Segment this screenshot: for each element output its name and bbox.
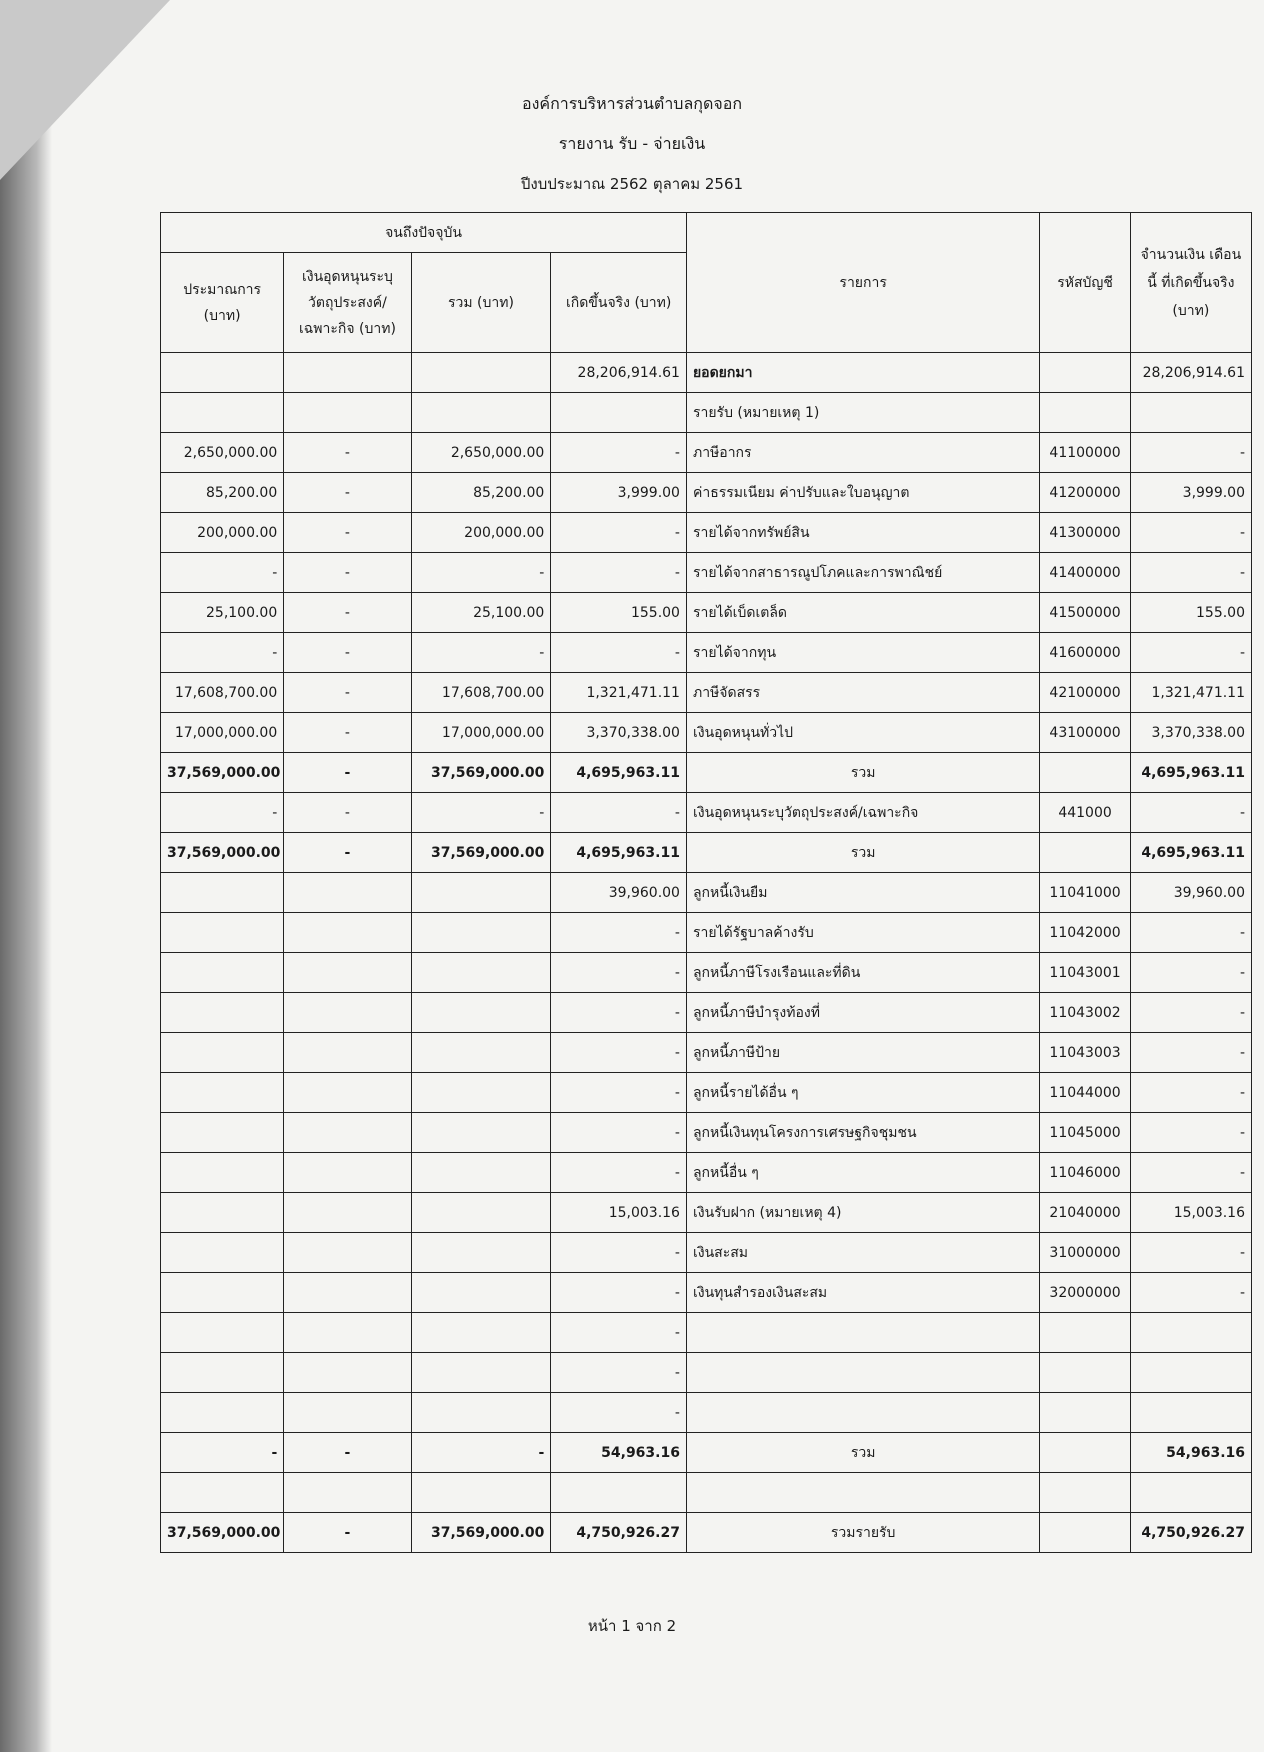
estimate-cell <box>161 1473 284 1513</box>
item-cell: ลูกหนี้เงินทุนโครงการเศรษฐกิจชุมชน <box>686 1113 1039 1153</box>
estimate-cell: 17,000,000.00 <box>161 713 284 753</box>
code-cell <box>1040 753 1130 793</box>
grant-cell <box>284 1353 411 1393</box>
total-cell: 37,569,000.00 <box>411 833 551 873</box>
code-cell: 41200000 <box>1040 473 1130 513</box>
total-row <box>161 1513 1252 1553</box>
item-cell: ภาษีอากร <box>686 433 1039 473</box>
actual-cell: - <box>551 1313 687 1353</box>
table-row <box>161 353 1252 393</box>
total-cell <box>411 353 551 393</box>
estimate-cell: 200,000.00 <box>161 513 284 553</box>
month-cell <box>1130 1393 1251 1433</box>
actual-cell <box>551 393 687 433</box>
month-cell: 39,960.00 <box>1130 873 1251 913</box>
item-cell: เงินอุดหนุนระบุวัตถุประสงค์/เฉพาะกิจ <box>686 793 1039 833</box>
header-item: รายการ <box>686 213 1039 353</box>
item-cell: ภาษีจัดสรร <box>686 673 1039 713</box>
month-cell: - <box>1130 1233 1251 1273</box>
table-row <box>161 953 1252 993</box>
total-cell: - <box>411 553 551 593</box>
actual-cell: - <box>551 993 687 1033</box>
estimate-cell: 37,569,000.00 <box>161 753 284 793</box>
total-cell: - <box>411 1433 551 1473</box>
header-actual: เกิดขึ้นจริง (บาท) <box>551 253 687 353</box>
item-cell: รายรับ (หมายเหตุ 1) <box>686 393 1039 433</box>
estimate-cell: - <box>161 553 284 593</box>
grant-cell: - <box>284 673 411 713</box>
total-cell <box>411 1033 551 1073</box>
total-cell <box>411 1233 551 1273</box>
month-cell: - <box>1130 1273 1251 1313</box>
total-cell: 2,650,000.00 <box>411 433 551 473</box>
header-month: จำนวนเงิน เดือนนี้ ที่เกิดขึ้นจริง (บาท) <box>1130 213 1251 353</box>
item-cell: รวมรายรับ <box>686 1513 1039 1553</box>
code-cell: 32000000 <box>1040 1273 1130 1313</box>
actual-cell: - <box>551 553 687 593</box>
actual-cell: - <box>551 1353 687 1393</box>
estimate-cell <box>161 913 284 953</box>
table-row <box>161 673 1252 713</box>
table-row <box>161 713 1252 753</box>
month-cell: - <box>1130 1033 1251 1073</box>
table-row <box>161 873 1252 913</box>
code-cell: 11046000 <box>1040 1153 1130 1193</box>
month-cell: - <box>1130 633 1251 673</box>
code-cell: 11042000 <box>1040 913 1130 953</box>
item-cell: ยอดยกมา <box>686 353 1039 393</box>
total-cell <box>411 1313 551 1353</box>
code-cell <box>1040 1473 1130 1513</box>
item-cell: เงินรับฝาก (หมายเหตุ 4) <box>686 1193 1039 1233</box>
code-cell: 11043002 <box>1040 993 1130 1033</box>
total-cell <box>411 1473 551 1513</box>
item-cell: ลูกหนี้รายได้อื่น ๆ <box>686 1073 1039 1113</box>
estimate-cell: 85,200.00 <box>161 473 284 513</box>
estimate-cell: - <box>161 1433 284 1473</box>
grant-cell <box>284 873 411 913</box>
total-cell <box>411 1073 551 1113</box>
grant-cell <box>284 353 411 393</box>
actual-cell: - <box>551 633 687 673</box>
actual-cell: 15,003.16 <box>551 1193 687 1233</box>
estimate-cell: 37,569,000.00 <box>161 1513 284 1553</box>
table-row <box>161 1153 1252 1193</box>
grant-cell: - <box>284 753 411 793</box>
grant-cell <box>284 1033 411 1073</box>
grant-cell <box>284 1393 411 1433</box>
total-cell: 37,569,000.00 <box>411 753 551 793</box>
code-cell: 41400000 <box>1040 553 1130 593</box>
grant-cell <box>284 1273 411 1313</box>
grant-cell: - <box>284 593 411 633</box>
month-cell: 15,003.16 <box>1130 1193 1251 1233</box>
item-cell: เงินสะสม <box>686 1233 1039 1273</box>
table-row <box>161 1113 1252 1153</box>
code-cell <box>1040 1353 1130 1393</box>
table-row <box>161 393 1252 433</box>
month-cell: - <box>1130 1073 1251 1113</box>
month-cell: - <box>1130 1153 1251 1193</box>
estimate-cell <box>161 1313 284 1353</box>
grant-cell <box>284 953 411 993</box>
code-cell: 42100000 <box>1040 673 1130 713</box>
grant-cell <box>284 1153 411 1193</box>
total-cell <box>411 1193 551 1233</box>
actual-cell: 28,206,914.61 <box>551 353 687 393</box>
estimate-cell: - <box>161 633 284 673</box>
actual-cell: 3,370,338.00 <box>551 713 687 753</box>
total-row <box>161 1433 1252 1473</box>
estimate-cell: 37,569,000.00 <box>161 833 284 873</box>
table-row <box>161 1233 1252 1273</box>
table-row <box>161 993 1252 1033</box>
page-number: หน้า 1 จาก 2 <box>587 1617 677 1635</box>
grant-cell <box>284 1473 411 1513</box>
total-row <box>161 833 1252 873</box>
code-cell <box>1040 393 1130 433</box>
month-cell <box>1130 1313 1251 1353</box>
grant-cell: - <box>284 633 411 673</box>
item-cell: รายได้เบ็ดเตล็ด <box>686 593 1039 633</box>
actual-cell: - <box>551 1153 687 1193</box>
actual-cell: - <box>551 793 687 833</box>
grant-cell <box>284 1313 411 1353</box>
grant-cell: - <box>284 553 411 593</box>
total-cell: 200,000.00 <box>411 513 551 553</box>
table-row <box>161 633 1252 673</box>
total-cell: - <box>411 793 551 833</box>
actual-cell <box>551 1473 687 1513</box>
grant-cell: - <box>284 473 411 513</box>
actual-cell: 3,999.00 <box>551 473 687 513</box>
month-cell: 155.00 <box>1130 593 1251 633</box>
actual-cell: 1,321,471.11 <box>551 673 687 713</box>
grant-cell: - <box>284 713 411 753</box>
grant-cell <box>284 913 411 953</box>
month-cell: 4,750,926.27 <box>1130 1513 1251 1553</box>
table-row <box>161 1273 1252 1313</box>
month-cell: - <box>1130 953 1251 993</box>
grant-cell <box>284 1193 411 1233</box>
total-cell: 25,100.00 <box>411 593 551 633</box>
total-cell <box>411 1113 551 1153</box>
grant-cell: - <box>284 1433 411 1473</box>
estimate-cell: 25,100.00 <box>161 593 284 633</box>
total-cell: 17,000,000.00 <box>411 713 551 753</box>
month-cell: - <box>1130 993 1251 1033</box>
actual-cell: - <box>551 433 687 473</box>
table-row <box>161 793 1252 833</box>
month-cell: - <box>1130 793 1251 833</box>
org-title: องค์การบริหารส่วนตำบลกุดจอก <box>521 94 743 113</box>
actual-cell: - <box>551 913 687 953</box>
estimate-cell <box>161 993 284 1033</box>
code-cell <box>1040 833 1130 873</box>
month-cell: 4,695,963.11 <box>1130 753 1251 793</box>
header-code: รหัสบัญชี <box>1040 213 1130 353</box>
item-cell: ลูกหนี้เงินยืม <box>686 873 1039 913</box>
total-cell <box>411 1393 551 1433</box>
item-cell: รายได้จากทุน <box>686 633 1039 673</box>
actual-cell: 54,963.16 <box>551 1433 687 1473</box>
grant-cell <box>284 1113 411 1153</box>
estimate-cell <box>161 1233 284 1273</box>
month-cell <box>1130 1353 1251 1393</box>
month-cell: - <box>1130 513 1251 553</box>
header-to-date: จนถึงปัจจุบัน <box>161 213 687 253</box>
code-cell: 43100000 <box>1040 713 1130 753</box>
item-cell: ลูกหนี้อื่น ๆ <box>686 1153 1039 1193</box>
receipt-table <box>160 212 1252 1553</box>
code-cell: 41100000 <box>1040 433 1130 473</box>
grant-cell: - <box>284 433 411 473</box>
item-cell: รวม <box>686 1433 1039 1473</box>
table-row <box>161 513 1252 553</box>
total-cell: 37,569,000.00 <box>411 1513 551 1553</box>
actual-cell: - <box>551 1273 687 1313</box>
grant-cell <box>284 1233 411 1273</box>
table-row <box>161 1353 1252 1393</box>
total-cell: - <box>411 633 551 673</box>
code-cell: 441000 <box>1040 793 1130 833</box>
estimate-cell: 2,650,000.00 <box>161 433 284 473</box>
code-cell: 11044000 <box>1040 1073 1130 1113</box>
total-cell <box>411 953 551 993</box>
actual-cell: 4,695,963.11 <box>551 833 687 873</box>
item-cell <box>686 1313 1039 1353</box>
table-body <box>161 353 1252 1553</box>
item-cell: รายได้จากสาธารณูปโภคและการพาณิชย์ <box>686 553 1039 593</box>
total-cell <box>411 993 551 1033</box>
estimate-cell <box>161 1153 284 1193</box>
actual-cell: - <box>551 513 687 553</box>
month-cell: 4,695,963.11 <box>1130 833 1251 873</box>
total-cell <box>411 1353 551 1393</box>
total-cell <box>411 1153 551 1193</box>
estimate-cell <box>161 1073 284 1113</box>
total-cell: 17,608,700.00 <box>411 673 551 713</box>
estimate-cell <box>161 1353 284 1393</box>
actual-cell: 4,695,963.11 <box>551 753 687 793</box>
estimate-cell <box>161 1033 284 1073</box>
total-cell <box>411 393 551 433</box>
grant-cell <box>284 393 411 433</box>
code-cell: 11043001 <box>1040 953 1130 993</box>
item-cell: เงินอุดหนุนทั่วไป <box>686 713 1039 753</box>
total-row <box>161 753 1252 793</box>
report-title: รายงาน รับ - จ่ายเงิน <box>558 134 706 153</box>
total-cell <box>411 873 551 913</box>
table-row <box>161 433 1252 473</box>
grant-cell: - <box>284 513 411 553</box>
item-cell: รวม <box>686 833 1039 873</box>
month-cell <box>1130 393 1251 433</box>
actual-cell: - <box>551 1233 687 1273</box>
header-grant: เงินอุดหนุนระบุวัตถุประสงค์/เฉพาะกิจ (บาท) <box>284 253 411 353</box>
table-row <box>161 1033 1252 1073</box>
actual-cell: - <box>551 1033 687 1073</box>
estimate-cell: 17,608,700.00 <box>161 673 284 713</box>
month-cell: 3,999.00 <box>1130 473 1251 513</box>
table-row <box>161 473 1252 513</box>
month-cell: 28,206,914.61 <box>1130 353 1251 393</box>
estimate-cell <box>161 353 284 393</box>
table-row <box>161 593 1252 633</box>
actual-cell: - <box>551 1073 687 1113</box>
header-total: รวม (บาท) <box>411 253 551 353</box>
code-cell: 11045000 <box>1040 1113 1130 1153</box>
table-row <box>161 1393 1252 1433</box>
month-cell: 3,370,338.00 <box>1130 713 1251 753</box>
code-cell <box>1040 353 1130 393</box>
month-cell: - <box>1130 1113 1251 1153</box>
actual-cell: 39,960.00 <box>551 873 687 913</box>
item-cell <box>686 1353 1039 1393</box>
table-row <box>161 1193 1252 1233</box>
actual-cell: 155.00 <box>551 593 687 633</box>
code-cell <box>1040 1433 1130 1473</box>
actual-cell: - <box>551 1393 687 1433</box>
month-cell: 1,321,471.11 <box>1130 673 1251 713</box>
code-cell: 41600000 <box>1040 633 1130 673</box>
estimate-cell <box>161 1273 284 1313</box>
table-row <box>161 913 1252 953</box>
code-cell: 31000000 <box>1040 1233 1130 1273</box>
total-cell <box>411 913 551 953</box>
estimate-cell <box>161 953 284 993</box>
item-cell <box>686 1473 1039 1513</box>
item-cell: เงินทุนสำรองเงินสะสม <box>686 1273 1039 1313</box>
actual-cell: 4,750,926.27 <box>551 1513 687 1553</box>
grant-cell <box>284 993 411 1033</box>
estimate-cell: - <box>161 793 284 833</box>
item-cell: รายได้จากทรัพย์สิน <box>686 513 1039 553</box>
grant-cell: - <box>284 833 411 873</box>
code-cell: 11041000 <box>1040 873 1130 913</box>
item-cell: ลูกหนี้ภาษีบำรุงท้องที่ <box>686 993 1039 1033</box>
code-cell <box>1040 1393 1130 1433</box>
month-cell <box>1130 1473 1251 1513</box>
code-cell: 11043003 <box>1040 1033 1130 1073</box>
code-cell <box>1040 1513 1130 1553</box>
total-cell <box>411 1273 551 1313</box>
header-estimate: ประมาณการ (บาท) <box>161 253 284 353</box>
report-period: ปีงบประมาณ 2562 ตุลาคม 2561 <box>520 175 744 193</box>
grant-cell: - <box>284 793 411 833</box>
table-row <box>161 553 1252 593</box>
grant-cell: - <box>284 1513 411 1553</box>
code-cell: 21040000 <box>1040 1193 1130 1233</box>
estimate-cell <box>161 1113 284 1153</box>
grant-cell <box>284 1073 411 1113</box>
item-cell <box>686 1393 1039 1433</box>
estimate-cell <box>161 873 284 913</box>
month-cell: - <box>1130 433 1251 473</box>
item-cell: รายได้รัฐบาลค้างรับ <box>686 913 1039 953</box>
item-cell: ลูกหนี้ภาษีป้าย <box>686 1033 1039 1073</box>
month-cell: - <box>1130 553 1251 593</box>
item-cell: ลูกหนี้ภาษีโรงเรือนและที่ดิน <box>686 953 1039 993</box>
scan-shadow <box>0 0 52 1752</box>
table-row <box>161 1073 1252 1113</box>
total-cell: 85,200.00 <box>411 473 551 513</box>
table-row <box>161 1313 1252 1353</box>
month-cell: 54,963.16 <box>1130 1433 1251 1473</box>
actual-cell: - <box>551 953 687 993</box>
item-cell: ค่าธรรมเนียม ค่าปรับและใบอนุญาต <box>686 473 1039 513</box>
actual-cell: - <box>551 1113 687 1153</box>
estimate-cell <box>161 393 284 433</box>
code-cell: 41300000 <box>1040 513 1130 553</box>
month-cell: - <box>1130 913 1251 953</box>
table-row <box>161 1473 1252 1513</box>
estimate-cell <box>161 1393 284 1433</box>
code-cell: 41500000 <box>1040 593 1130 633</box>
estimate-cell <box>161 1193 284 1233</box>
code-cell <box>1040 1313 1130 1353</box>
item-cell: รวม <box>686 753 1039 793</box>
